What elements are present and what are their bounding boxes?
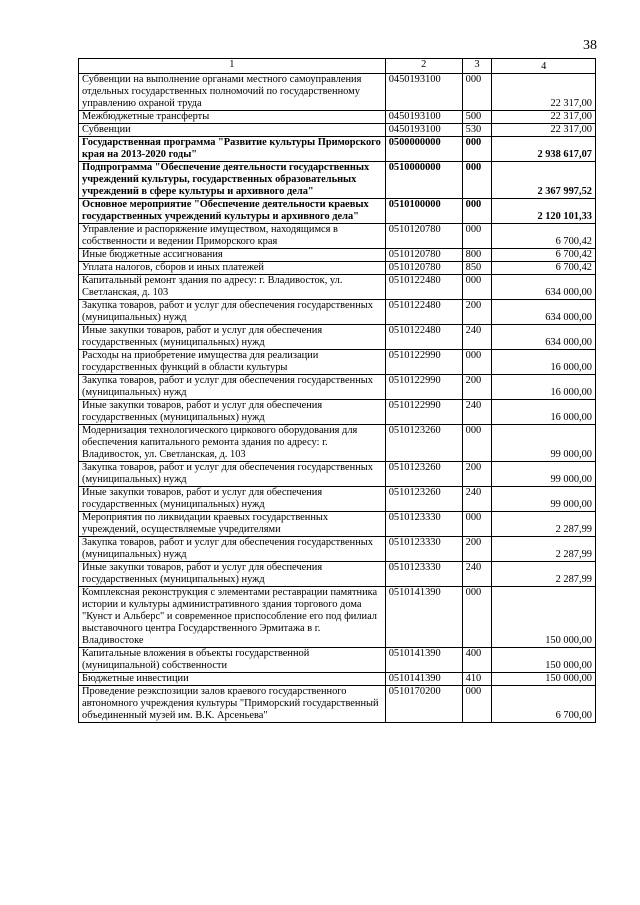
row-name: Государственная программа "Развитие культуры Приморского края на 2013-2020 годы" [79,137,386,162]
row-name: Закупка товаров, работ и услуг для обеспечения государственных (муниципальных) нужд [79,462,386,487]
row-name: Капитальный ремонт здания по адресу: г. Владивосток, ул. Светланская, д. 103 [79,275,386,300]
table-row [79,74,596,111]
row-sum: 16 000,00 [492,400,596,425]
row-name: Закупка товаров, работ и услуг для обеспечения государственных (муниципальных) нужд [79,537,386,562]
row-type: 200 [462,375,492,400]
row-type: 200 [462,537,492,562]
row-code: 0500000000 [385,137,462,162]
header-col-3: 3 [462,59,492,74]
row-code: 0510123330 [385,512,462,537]
page-number: 38 [583,38,597,53]
row-code: 0510141390 [385,673,462,686]
row-name: Закупка товаров, работ и услуг для обеспечения государственных (муниципальных) нужд [79,300,386,325]
table-row [79,425,596,462]
row-name: Иные закупки товаров, работ и услуг для обеспечения государственных (муниципальных) нужд [79,562,386,587]
row-code: 0510141390 [385,648,462,673]
row-type: 200 [462,300,492,325]
table-row [79,512,596,537]
row-name: Капитальные вложения в объекты государственной (муниципальной) собственности [79,648,386,673]
table-row [79,375,596,400]
row-code: 0510170200 [385,686,462,723]
row-code: 0510122990 [385,350,462,375]
row-code: 0510000000 [385,162,462,199]
row-sum: 150 000,00 [492,587,596,648]
row-code: 0510123260 [385,425,462,462]
table-row [79,350,596,375]
table-row [79,199,596,224]
row-type: 000 [462,275,492,300]
row-name: Подпрограмма "Обеспечение деятельности государственных учреждений культуры, государственных образовательных учреждений в сфере культуры и архивного дела" [79,162,386,199]
row-sum: 6 700,42 [492,262,596,275]
row-code: 0510122990 [385,375,462,400]
table-row [79,648,596,673]
table-row [79,224,596,249]
row-type: 000 [462,162,492,199]
row-sum: 2 287,99 [492,537,596,562]
row-code: 0510122480 [385,275,462,300]
row-sum: 6 700,42 [492,224,596,249]
row-sum: 99 000,00 [492,425,596,462]
row-type: 000 [462,587,492,648]
row-sum: 2 367 997,52 [492,162,596,199]
row-type: 240 [462,400,492,425]
table-row [79,124,596,137]
row-code: 0450193100 [385,124,462,137]
table-row [79,462,596,487]
row-name: Иные закупки товаров, работ и услуг для обеспечения государственных (муниципальных) нужд [79,325,386,350]
row-name: Расходы на приобретение имущества для реализации государственных функций в области культуры [79,350,386,375]
table-row [79,686,596,723]
table-header-row [79,59,596,74]
row-sum: 150 000,00 [492,673,596,686]
table-row [79,562,596,587]
row-type: 240 [462,562,492,587]
row-code: 0510123330 [385,562,462,587]
table-row [79,162,596,199]
row-code: 0510141390 [385,587,462,648]
row-type: 240 [462,487,492,512]
row-type: 400 [462,648,492,673]
row-sum: 22 317,00 [492,124,596,137]
table-row [79,487,596,512]
row-sum: 634 000,00 [492,275,596,300]
row-type: 000 [462,350,492,375]
row-name: Бюджетные инвестиции [79,673,386,686]
row-sum: 2 938 617,07 [492,137,596,162]
table-row [79,325,596,350]
table-row [79,673,596,686]
table-body [79,59,596,723]
row-type: 000 [462,224,492,249]
row-sum: 2 287,99 [492,512,596,537]
row-type: 000 [462,137,492,162]
row-code: 0510123260 [385,487,462,512]
table-row [79,111,596,124]
row-sum: 6 700,00 [492,686,596,723]
row-name: Межбюджетные трансферты [79,111,386,124]
row-sum: 634 000,00 [492,300,596,325]
row-name: Комплексная реконструкция с элементами реставрации памятника истории и культуры административного здания торгового дома "Кунст и Альберс" и современное приспособление его под филиал выставочного центра Государственного Эрмитажа в г. Владивостоке [79,587,386,648]
row-type: 850 [462,262,492,275]
header-col-4: 4 [492,59,596,74]
row-code: 0510120780 [385,262,462,275]
row-sum: 22 317,00 [492,111,596,124]
table-row [79,137,596,162]
row-sum: 150 000,00 [492,648,596,673]
row-type: 410 [462,673,492,686]
row-code: 0510122480 [385,325,462,350]
row-type: 500 [462,111,492,124]
table-row [79,262,596,275]
table-row [79,300,596,325]
row-type: 240 [462,325,492,350]
row-code: 0510123260 [385,462,462,487]
row-type: 000 [462,74,492,111]
budget-table [78,58,596,723]
row-code: 0450193100 [385,74,462,111]
row-sum: 634 000,00 [492,325,596,350]
row-name: Субвенции на выполнение органами местного самоуправления отдельных государственных полномочий по государственному управлению охраной труда [79,74,386,111]
row-name: Управление и распоряжение имуществом, находящимся в собственности и ведении Приморского края [79,224,386,249]
row-type: 000 [462,425,492,462]
row-sum: 2 287,99 [492,562,596,587]
header-col-2: 2 [385,59,462,74]
row-sum: 2 120 101,33 [492,199,596,224]
row-code: 0510100000 [385,199,462,224]
row-type: 000 [462,686,492,723]
row-type: 000 [462,199,492,224]
table-row [79,400,596,425]
row-type: 200 [462,462,492,487]
row-type: 000 [462,512,492,537]
row-code: 0510122480 [385,300,462,325]
table-row [79,537,596,562]
row-name: Уплата налогов, сборов и иных платежей [79,262,386,275]
row-name: Иные бюджетные ассигнования [79,249,386,262]
table-row [79,587,596,648]
row-code: 0510123330 [385,537,462,562]
row-type: 800 [462,249,492,262]
table-row [79,275,596,300]
row-code: 0510120780 [385,224,462,249]
table-row [79,249,596,262]
row-sum: 6 700,42 [492,249,596,262]
row-name: Основное мероприятие "Обеспечение деятельности краевых государственных учреждений культуры и архивного дела" [79,199,386,224]
row-code: 0450193100 [385,111,462,124]
row-name: Проведение реэкспозиции залов краевого государственного автономного учреждения культуры "Приморский государственный объединенный музей им. В.К. Арсеньева" [79,686,386,723]
row-name: Закупка товаров, работ и услуг для обеспечения государственных (муниципальных) нужд [79,375,386,400]
row-code: 0510122990 [385,400,462,425]
row-sum: 22 317,00 [492,74,596,111]
row-type: 530 [462,124,492,137]
row-name: Иные закупки товаров, работ и услуг для обеспечения государственных (муниципальных) нужд [79,400,386,425]
row-sum: 16 000,00 [492,350,596,375]
row-name: Модернизация технологического циркового оборудования для обеспечения капитального ремонта здания по адресу: г. Владивосток, ул. Светланская, д. 103 [79,425,386,462]
header-col-1: 1 [79,59,386,74]
row-code: 0510120780 [385,249,462,262]
row-name: Иные закупки товаров, работ и услуг для обеспечения государственных (муниципальных) нужд [79,487,386,512]
row-name: Субвенции [79,124,386,137]
row-sum: 99 000,00 [492,487,596,512]
row-name: Мероприятия по ликвидации краевых государственных учреждений, осуществляемые учредителями [79,512,386,537]
row-sum: 99 000,00 [492,462,596,487]
row-sum: 16 000,00 [492,375,596,400]
